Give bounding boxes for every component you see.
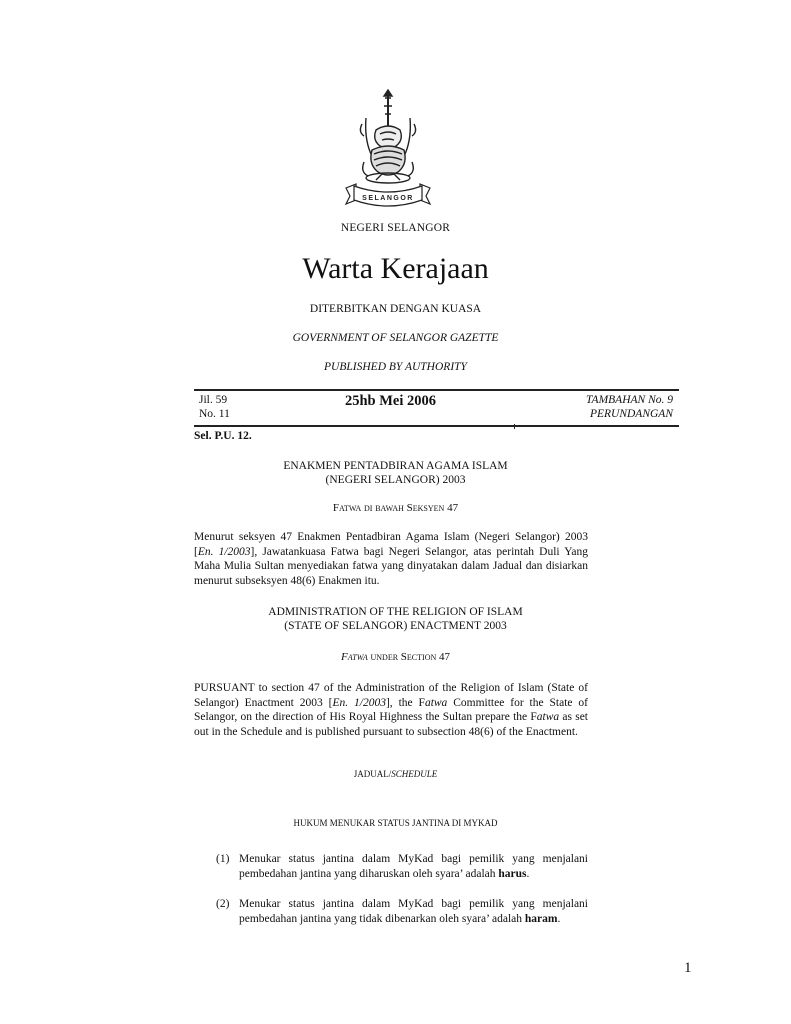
english-paragraph-ref: En. 1/2003 xyxy=(332,696,386,709)
ruling-item-end: . xyxy=(557,913,561,925)
ruling-item-verdict: harus xyxy=(498,868,527,880)
masthead-bottom-rule xyxy=(194,425,679,427)
ruling-item-text xyxy=(239,852,588,882)
english-enactment-title xyxy=(0,605,791,633)
number-label: No. 11 xyxy=(199,408,230,420)
english-paragraph-part1: PURSUANT to section 47 of the Administration of the Religion of Islam (State of Selangor) Enactment 2003 [ xyxy=(194,682,588,709)
masthead-top-rule xyxy=(194,389,679,391)
english-fatwa-rest: under Section 47 xyxy=(370,651,451,663)
authority-malay: DITERBITKAN DENGAN KUASA xyxy=(309,303,482,315)
malay-paragraph-ref: En. 1/2003 xyxy=(197,545,251,558)
malay-fatwa-heading-text: Fatwa di bawah Seksyen 47 xyxy=(332,502,459,514)
english-paragraph-fatwa2: atwa xyxy=(536,711,560,723)
publication-reference: Sel. P.U. 12. xyxy=(194,430,252,442)
english-paragraph-fatwa1: atwa xyxy=(424,696,448,709)
selangor-crest-icon xyxy=(336,88,440,218)
crest-ribbon-text: SELANGOR xyxy=(362,195,414,202)
malay-enactment-title xyxy=(0,459,791,487)
schedule-heading xyxy=(0,769,791,779)
masthead-supplement-block xyxy=(586,393,673,421)
category-label: PERUNDANGAN xyxy=(589,408,673,420)
malay-paragraph xyxy=(194,530,588,588)
ruling-item-verdict: haram xyxy=(524,913,558,925)
state-name: NEGERI SELANGOR xyxy=(340,222,451,234)
gazette-english: GOVERNMENT OF SELANGOR GAZETTE xyxy=(292,332,499,344)
ruling-item-body: Menukar status jantina dalam MyKad bagi pemilik yang menjalani pembedahan jantina yang diharuskan oleh syara’ adalah xyxy=(239,853,588,880)
malay-fatwa-heading xyxy=(0,502,791,514)
supplement-label: TAMBAHAN No. 9 xyxy=(586,394,673,406)
gazette-title: Warta Kerajaan xyxy=(302,252,489,285)
issue-date: 25hb Mei 2006 xyxy=(344,393,437,409)
malay-enactment-line1: ENAKMEN PENTADBIRAN AGAMA ISLAM xyxy=(283,460,508,472)
rule-tick xyxy=(514,424,515,429)
schedule-english: SCHEDULE xyxy=(391,769,438,779)
ruling-item-body: Menukar status jantina dalam MyKad bagi pemilik yang menjalani pembedahan jantina yang tidak dibenarkan oleh syara’ adalah xyxy=(239,898,588,925)
english-fatwa-word: Fatwa xyxy=(340,651,368,663)
ruling-title: HUKUM MENUKAR STATUS JANTINA DI MYKAD xyxy=(293,818,498,828)
malay-paragraph-part1: Menurut seksyen 47 Enakmen Pentadbiran Agama Islam (Negeri Selangor) 2003 [ xyxy=(194,531,588,558)
authority-english: PUBLISHED BY AUTHORITY xyxy=(324,361,467,373)
english-fatwa-heading xyxy=(0,651,791,663)
english-enactment-line1: ADMINISTRATION OF THE RELIGION OF ISLAM xyxy=(268,606,523,618)
english-enactment-line2: (STATE OF SELANGOR) ENACTMENT 2003 xyxy=(284,620,507,632)
english-paragraph xyxy=(194,681,588,739)
volume-label: Jil. 59 xyxy=(199,394,228,406)
schedule-jadual: JADUAL/ xyxy=(353,769,392,779)
page-number: 1 xyxy=(684,960,692,976)
ruling-item-text xyxy=(239,897,588,927)
ruling-item-number: (1) xyxy=(216,853,230,865)
masthead xyxy=(199,393,673,425)
malay-enactment-line2: (NEGERI SELANGOR) 2003 xyxy=(325,474,466,486)
malay-paragraph-part2: ], Jawatankuasa Fatwa bagi Negeri Selangor, atas perintah Duli Yang Maha Mulia Sultan menyediakan fatwa yang dinyatakan dalam Jadual dan disiarkan menurut subseksyen 48(6) Enakmen itu. xyxy=(194,545,588,587)
ruling-item-end: . xyxy=(526,868,530,880)
english-paragraph-part4: as set out in the Schedule and is published pursuant to subsection 48(6) of the Enactment. xyxy=(194,711,589,738)
ruling-item-number: (2) xyxy=(216,898,230,910)
english-paragraph-part3: Committee for the State of Selangor, on the direction of His Royal Highness the Sultan prepare the F xyxy=(194,696,588,723)
english-paragraph-part2: ], the F xyxy=(385,696,425,709)
